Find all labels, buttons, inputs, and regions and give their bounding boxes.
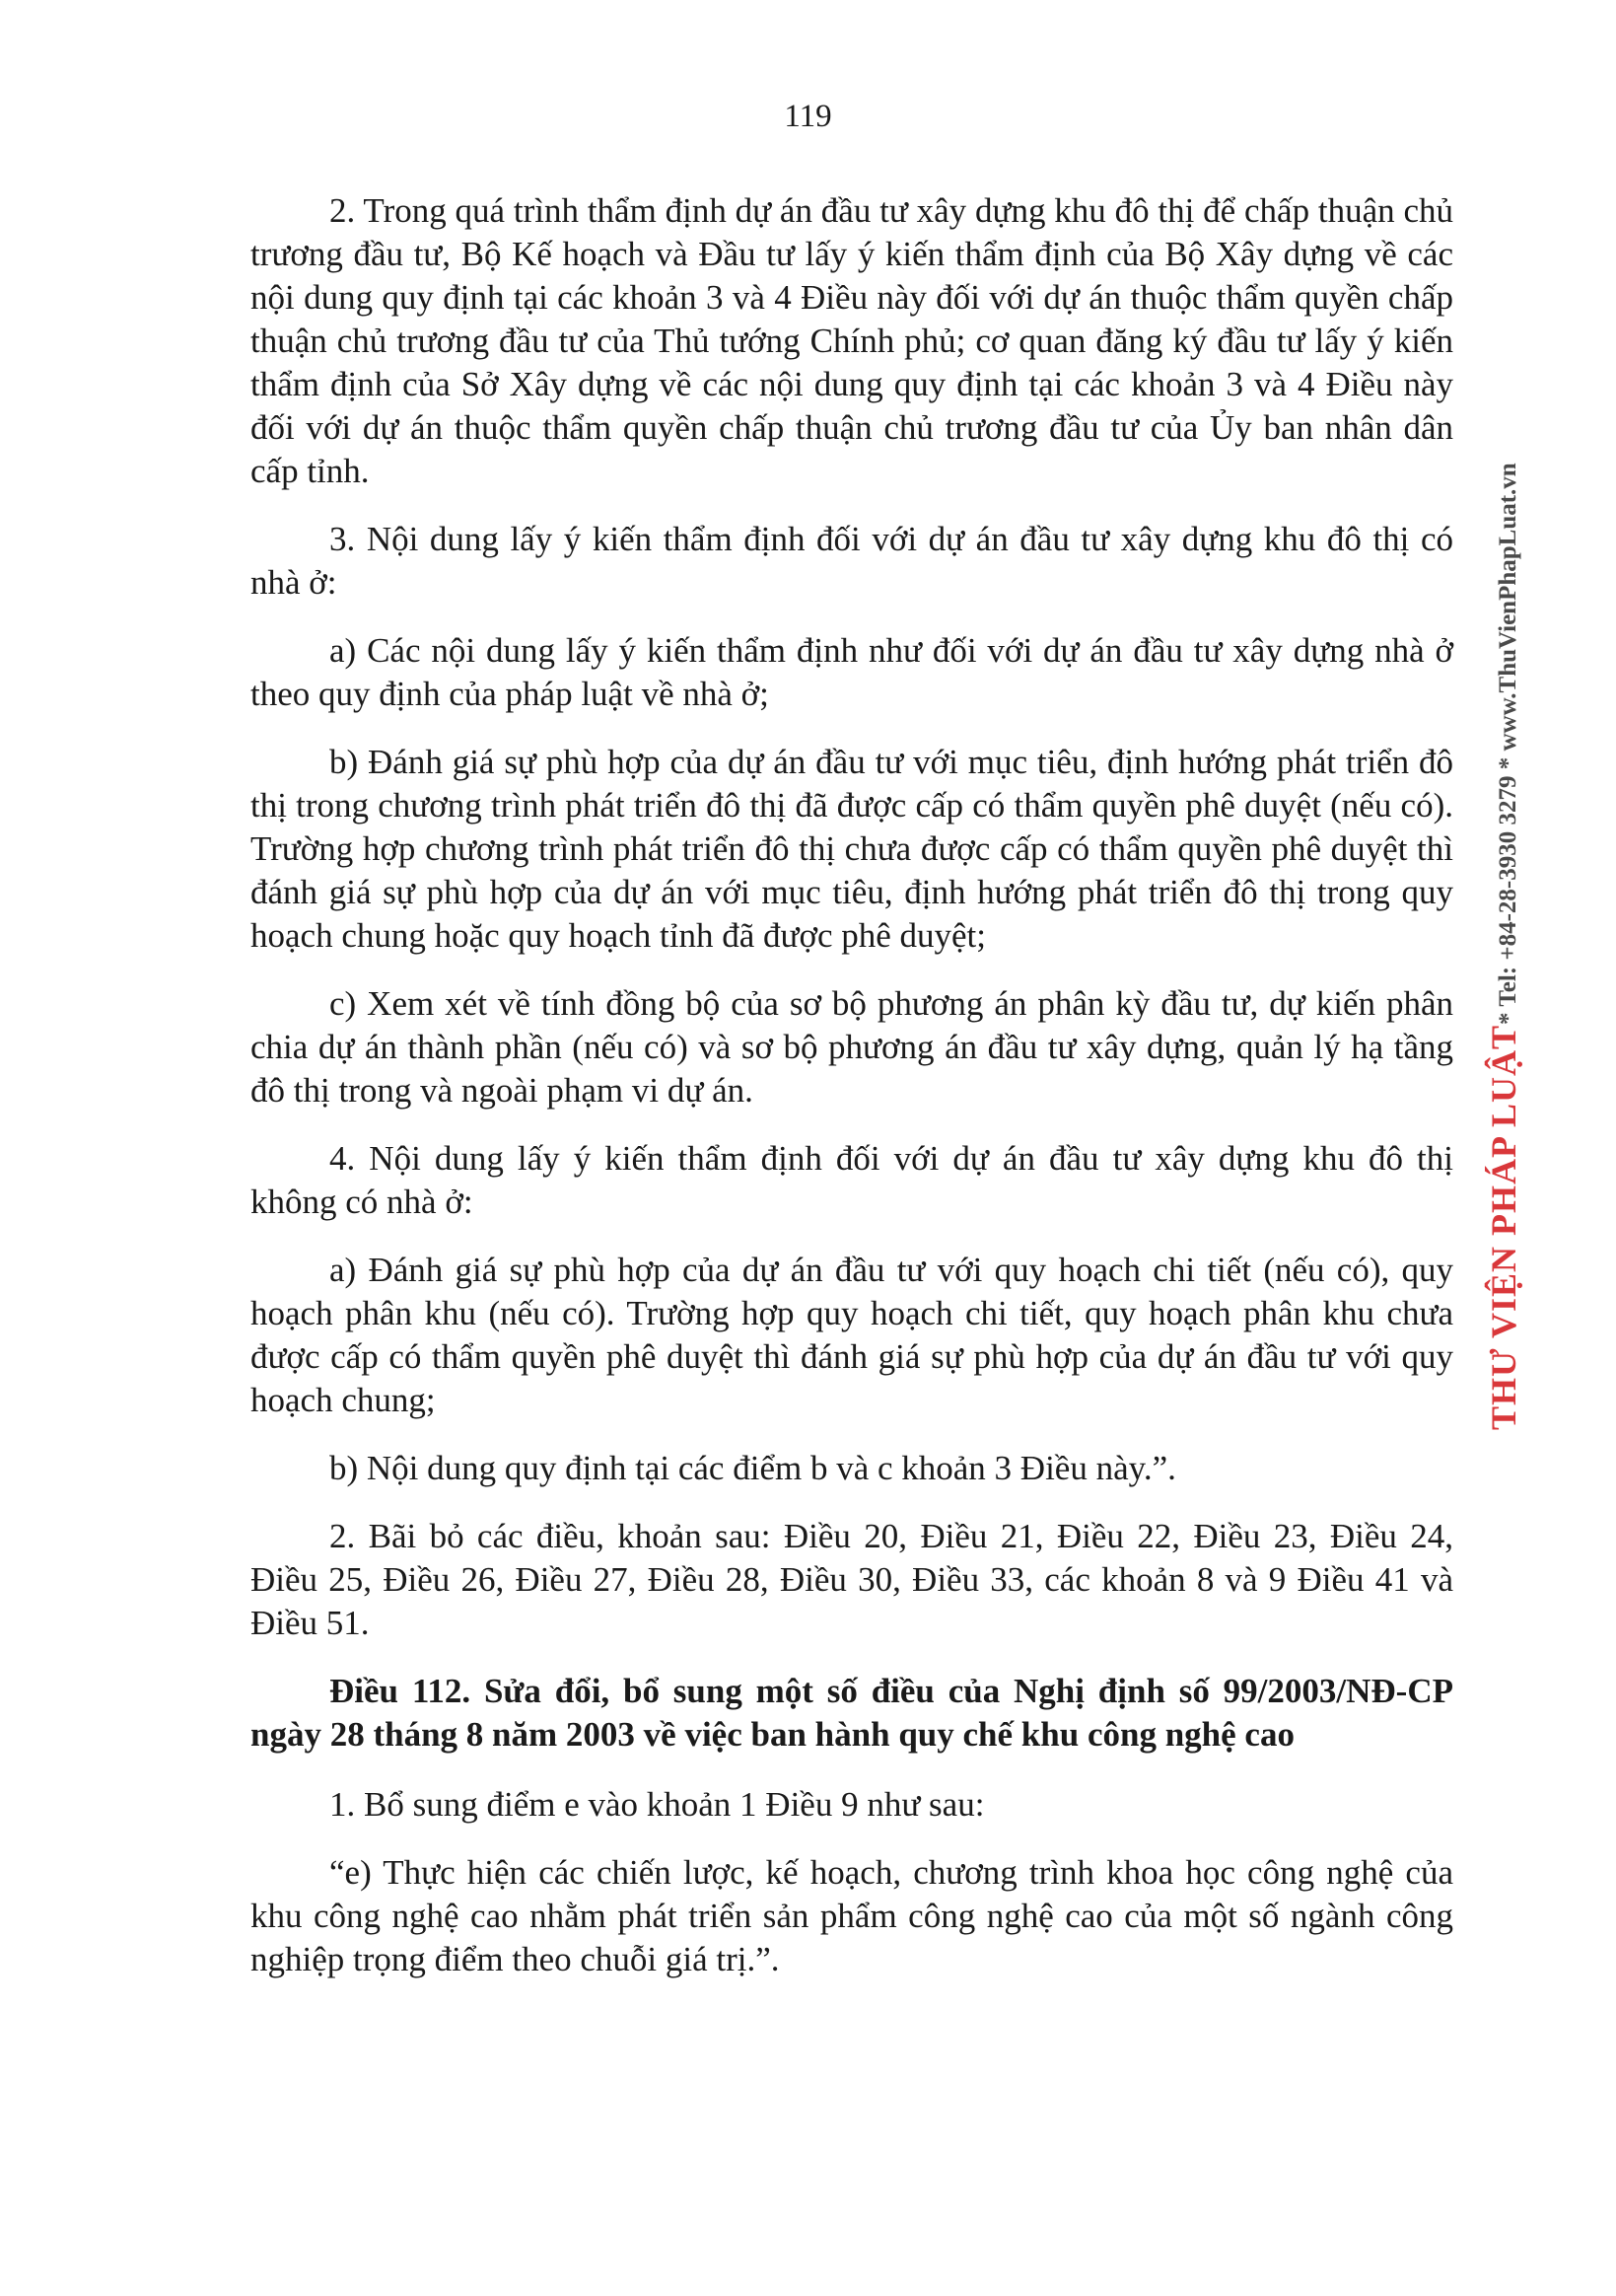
paragraph-clause-4a: a) Đánh giá sự phù hợp của dự án đầu tư với quy hoạch chi tiết (nếu có), quy hoạch phân khu (nếu có). Trường hợp quy hoạch chi tiết, quy hoạch phân khu chưa được cấp có thẩm quyền phê duyệt thì đánh giá sự phù hợp của dự án đầu tư với quy hoạch chung;: [250, 1251, 1453, 1419]
article-112-heading: Điều 112. Sửa đổi, bổ sung một số điều của Nghị định số 99/2003/NĐ-CP ngày 28 tháng 8 năm 2003 về việc ban hành quy chế khu công nghệ cao: [250, 1672, 1453, 1754]
paragraph-article-112-clause-1: 1. Bổ sung điểm e vào khoản 1 Điều 9 như sau:: [329, 1785, 985, 1824]
paragraph-clause-2-appraisal: 2. Trong quá trình thẩm định dự án đầu tư xây dựng khu đô thị để chấp thuận chủ trương đầu tư, Bộ Kế hoạch và Đầu tư lấy ý kiến thẩm định của Bộ Xây dựng về các nội dung quy định tại các khoản 3 và 4 Điều này đối với dự án thuộc thẩm quyền chấp thuận chủ trương đầu tư của Thủ tướng Chính phủ; cơ quan đăng ký đầu tư lấy ý kiến thẩm định của Sở Xây dựng về các nội dung quy định tại các khoản 3 và 4 Điều này đối với dự án thuộc thẩm quyền chấp thuận chủ trương đầu tư của Ủy ban nhân dân cấp tỉnh.: [250, 191, 1453, 490]
paragraph-clause-4-intro: 4. Nội dung lấy ý kiến thẩm định đối với dự án đầu tư xây dựng khu đô thị không có nhà ở:: [250, 1139, 1453, 1221]
document-body: [250, 189, 1453, 2006]
paragraph-clause-4b: b) Nội dung quy định tại các điểm b và c khoản 3 Điều này.”.: [329, 1449, 1176, 1487]
watermark-brand: THƯ VIỆN PHÁP LUẬT: [1484, 1024, 1523, 1430]
paragraph-clause-3c: c) Xem xét về tính đồng bộ của sơ bộ phương án phân kỳ đầu tư, dự kiến phân chia dự án thành phần (nếu có) và sơ bộ phương án đầu tư xây dựng, quản lý hạ tầng đô thị trong và ngoài phạm vi dự án.: [250, 984, 1453, 1110]
paragraph-article-112-point-e: “e) Thực hiện các chiến lược, kế hoạch, chương trình khoa học công nghệ của khu công nghệ cao nhằm phát triển sản phẩm công nghệ cao của một số ngành công nghiệp trọng điểm theo chuỗi giá trị.”.: [250, 1853, 1453, 1978]
watermark-contact: * Tel: +84-28-3930 3279 * www.ThuVienPhapLuat.vn: [1495, 463, 1521, 1025]
paragraph-repeal: 2. Bãi bỏ các điều, khoản sau: Điều 20, Điều 21, Điều 22, Điều 23, Điều 24, Điều 25, Điều 26, Điều 27, Điều 28, Điều 30, Điều 33, các khoản 8 và 9 Điều 41 và Điều 51.: [250, 1517, 1453, 1642]
page-number: 119: [784, 99, 832, 134]
paragraph-clause-3b: b) Đánh giá sự phù hợp của dự án đầu tư với mục tiêu, định hướng phát triển đô thị trong chương trình phát triển đô thị đã được cấp có thẩm quyền phê duyệt (nếu có). Trường hợp chương trình phát triển đô thị chưa được cấp có thẩm quyền phê duyệt thì đánh giá sự phù hợp của dự án với mục tiêu, định hướng phát triển đô thị trong quy hoạch chung hoặc quy hoạch tỉnh đã được phê duyệt;: [250, 743, 1453, 955]
paragraph-clause-3a: a) Các nội dung lấy ý kiến thẩm định như đối với dự án đầu tư xây dựng nhà ở theo quy định của pháp luật về nhà ở;: [250, 631, 1453, 713]
paragraph-clause-3-intro: 3. Nội dung lấy ý kiến thẩm định đối với dự án đầu tư xây dựng khu đô thị có nhà ở:: [250, 520, 1453, 602]
